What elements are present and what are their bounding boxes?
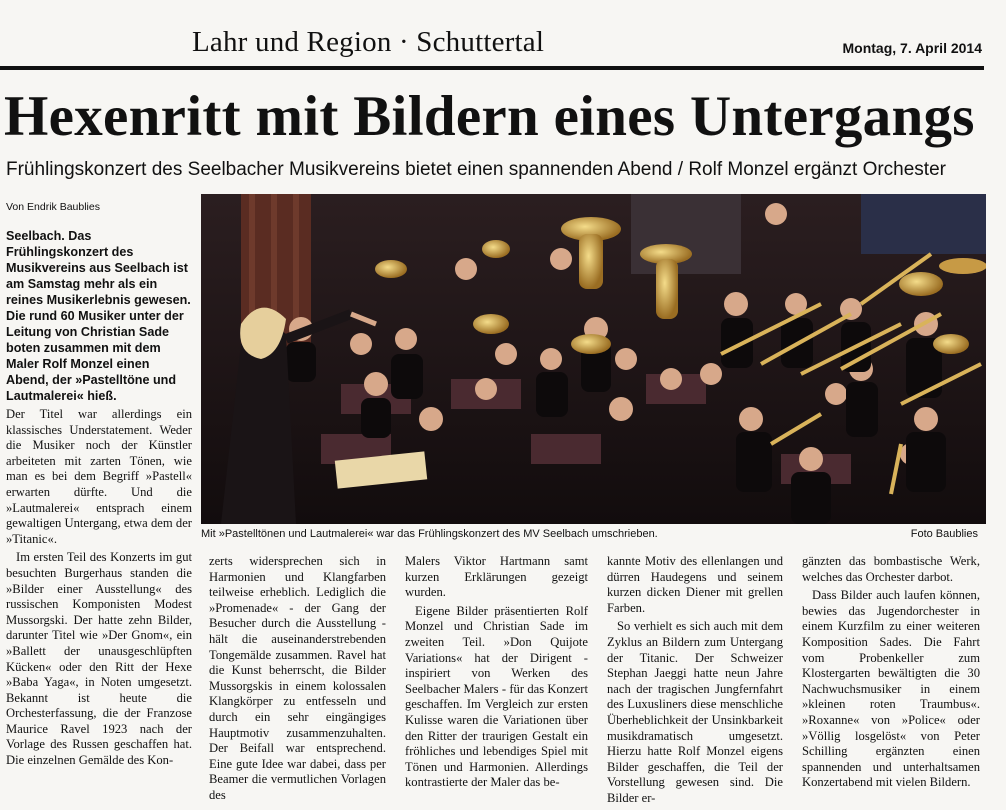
body-paragraph: Dass Bilder auch laufen können, bewies das Jugendorchester in einem Kurzfilm zu einer weiteren Komposition Sades. Die Fahrt vom Probenkeller zum Klostergarten bewältigten die 30 Nachwuchsmusiker in einem »kleinen roten Traumbus«. »Roxanne« von »Police« oder »Völlig losgelöst« von Peter Schilling ergänzten einen spannenden und unterhaltsamen Konzertabend mit vielen Bildern. [802, 588, 980, 790]
issue-date: Montag, 7. April 2014 [842, 40, 982, 56]
lead-paragraph: Seelbach. Das Frühlingskonzert des Musikvereins aus Seelbach ist am Samstag mehr als ein reines Musikerlebnis gewesen. Die rund 60 Musiker unter der Leitung von Christian Sade boten zusammen mit dem Maler Rolf Monzel einen Abend, der »Pastelltöne und Lautmalerei« hieß. [6, 229, 191, 403]
body-paragraph: So verhielt es sich auch mit dem Zyklus an Bildern zum Untergang der Titanic. Der Schweizer Stephan Jaeggi hatte neun Jahre nach der tragischen Jungfernfahrt des Luxusliners diese menschliche Überheblichkeit der Unsinkbarkeit musikdramatisch umgesetzt. Hierzu hatte Rolf Monzel eigens Bilder geschaffen, die Teil der Vorstellung gewesen sind. Die Bilder er- [607, 619, 783, 805]
photo-caption [201, 528, 986, 540]
body-paragraph: Der Titel war allerdings ein klassisches Understatement. Weder die Musiker noch der Künstler arbeiteten mit zarten Tönen, wie man es bei dem Begriff »Pastell« erwarten dürfte. Und die »Lautmalerei« entsprach einem gewaltigen Untergang, etwa dem der »Titanic«. [6, 407, 192, 546]
header-rule [0, 66, 984, 70]
byline: Von Endrik Baublies [6, 201, 100, 213]
article-column-5 [802, 554, 980, 794]
orchestra-photo-illustration [201, 194, 986, 524]
article-headline: Hexenritt mit Bildern eines Untergangs [4, 85, 975, 148]
concert-photo [201, 194, 986, 524]
article-column-4 [607, 554, 783, 810]
photo-credit: Foto Baublies [910, 528, 978, 540]
section-title: Lahr und Region · Schuttertal [192, 26, 545, 58]
caption-text: Mit »Pastelltönen und Lautmalerei« war das Frühlingskonzert des MV Seelbach umschrieben. [201, 528, 658, 540]
body-paragraph: kannte Motiv des ellenlangen und dürren Haudegens und seinem kurzen dicken Diener mit grellen Farben. [607, 554, 783, 615]
article-column-2 [209, 554, 386, 807]
article-subhead: Frühlingskonzert des Seelbacher Musikvereins bietet einen spannenden Abend / Rolf Monzel ergänzt Orchester [6, 159, 946, 180]
body-paragraph: Malers Viktor Hartmann samt kurzen Erklärungen gezeigt wurden. [405, 554, 588, 600]
body-paragraph: Eigene Bilder präsentierten Rolf Monzel und Christian Sade im zweiten Teil. »Don Quijote Variations« hat der Dirigent - inspiriert von Werken des Seelbacher Malers - für das Konzert geschaffen. Im Vergleich zur ersten Kulisse waren die Variationen über den Ritter der traurigen Gestalt ein fröhliches und lebendiges Spiel mit Tönen und Harmonien. Allerdings kontrastierte der Maler das be- [405, 603, 588, 790]
body-paragraph: zerts widersprechen sich in Harmonien und Klangfarben teilweise erheblich. Lediglich die »Promenade« - der Gang der Besucher durch die Ausstellung - hält die auseinanderstrebenden Tongemälde zusammen. Ravel hat die Kunst beherrscht, die Bilder Mussorgskis in einem kolossalen Klangkörper zu entfesseln und durch ein sehr eingängiges Hauptmotiv zusammenzuhalten. Der Beifall war entsprechend. Eine gute Idee war dabei, dass per Beamer die vermutlichen Vorlagen des [209, 554, 386, 802]
article-column-1 [6, 228, 192, 772]
body-paragraph: gänzten das bombastische Werk, welches das Orchester darbot. [802, 554, 980, 584]
article-column-3 [405, 554, 588, 794]
body-paragraph: Im ersten Teil des Konzerts im gut besuchten Burgerhaus standen die »Bilder einer Ausstellung« des russischen Komponisten Modest Mussorgski. Der hatte zehn Bilder, darunter Titel wie »Der Gnom«, ein »Ballett der unausgeschlüpften Kücken« oder den Ritt der Hexe »Baba Yaga«, in Noten umgesetzt. Bekannt ist heute die Orchesterfassung, die der Franzose Maurice Ravel 1923 nach der Vorlage des Russen geschaffen hat. Die einzelnen Gemälde des Kon- [6, 550, 192, 768]
